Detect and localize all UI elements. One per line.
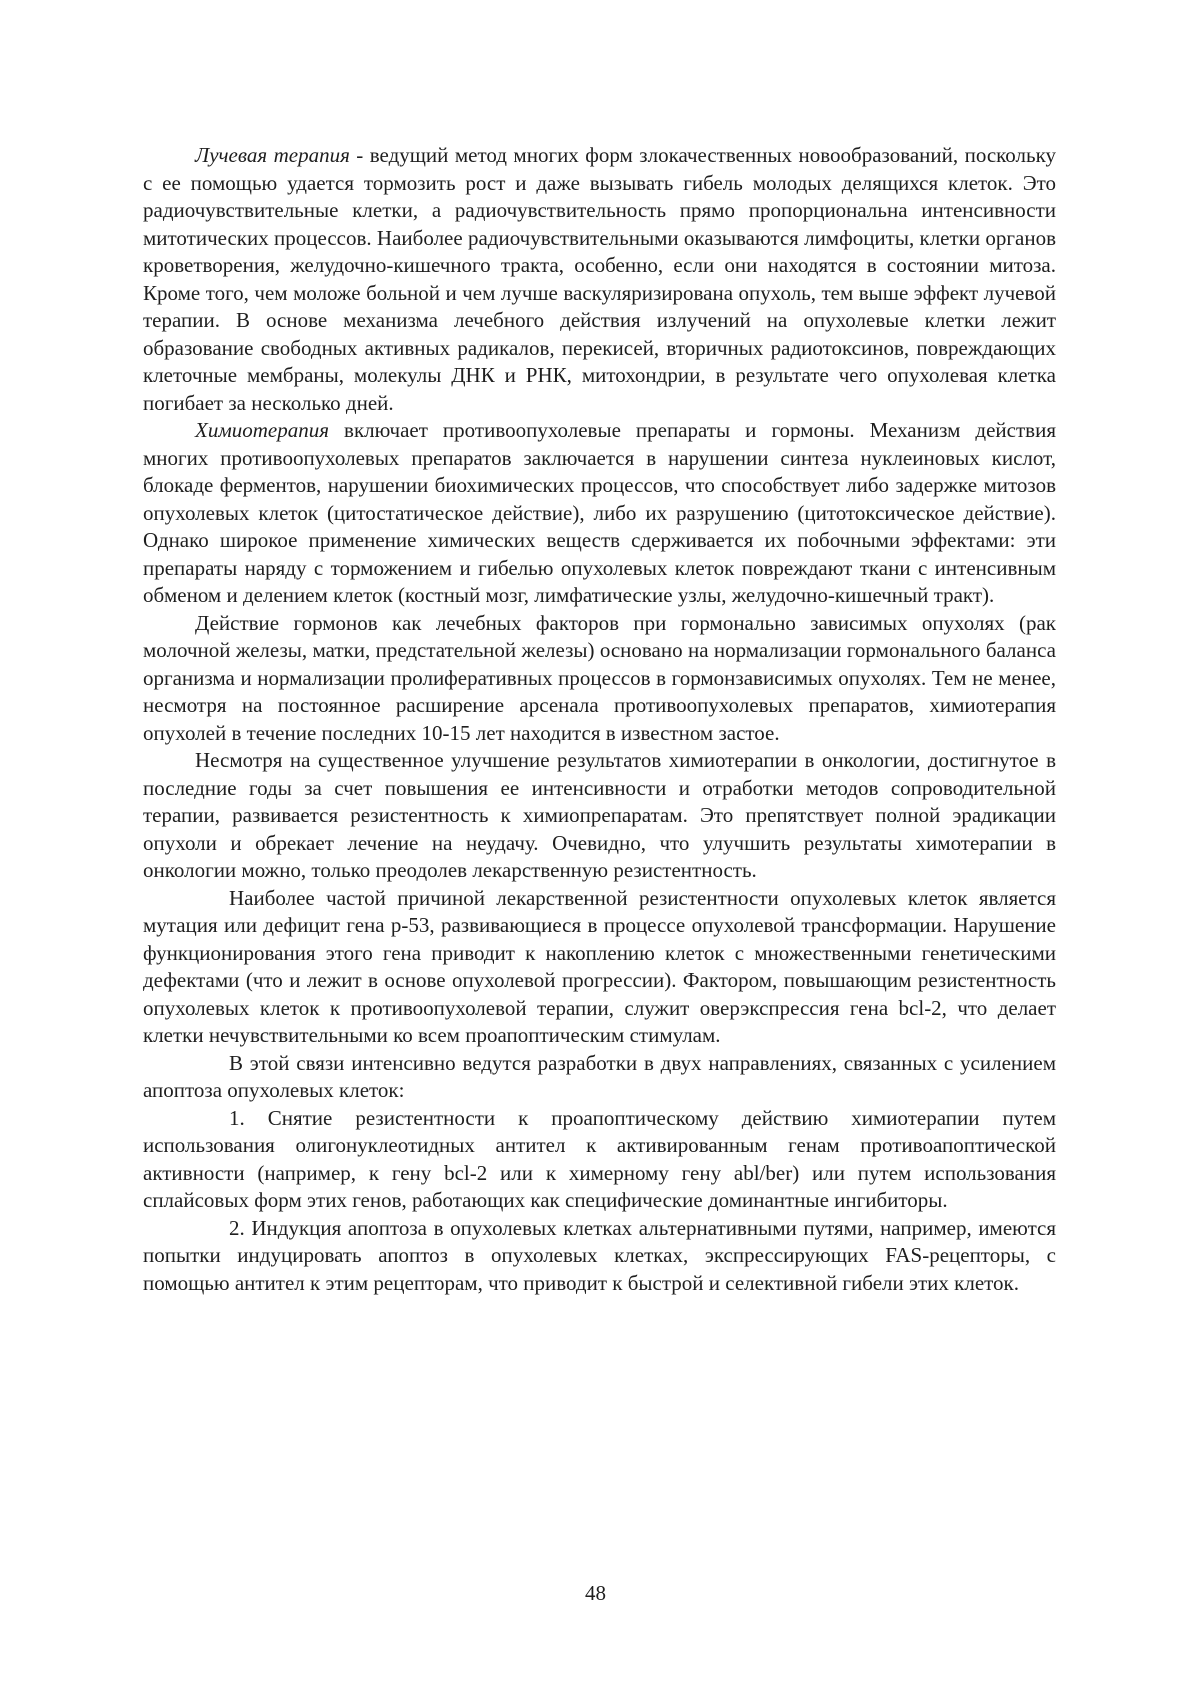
paragraph-hormones <box>143 610 1056 748</box>
paragraph-resistance <box>143 747 1056 885</box>
paragraph-p53 <box>143 885 1056 1050</box>
term-radiation-therapy: Лучевая терапия <box>195 143 350 167</box>
paragraph-text: Действие гормонов как лечебных факторов при гормонально зависимых опухолях (рак молочной железы, матки, предстательной железы) основано на нормализации гормонального баланса организма и нормализации пролиферативных процессов в гормонзависимых опухолях. Тем не менее, несмотря на постоянное расширение арсенала противоопухолевых препаратов, химиотерапия опухолей в течение последних 10-15 лет находится в известном застое. <box>143 610 1056 745</box>
paragraph-text: включает противоопухолевые препараты и гормоны. Механизм действия многих противоопухолевых препаратов заключается в нарушении синтеза нуклеиновых кислот, блокаде ферментов, нарушении биохимических процессов, что способствует либо задержке митозов опухолевых клеток (цитостатическое действие), либо их разрушению (цитотоксическое действие). Однако широкое применение химических веществ сдерживается их побочными эффектами: эти препараты наряду с торможением и гибелью опухолевых клеток повреждают ткани с интенсивным обменом и делением клеток (костный мозг, лимфатические узлы, желудочно-кишечный тракт). <box>143 418 1056 607</box>
paragraph-text: Наиболее частой причиной лекарственной резистентности опухолевых клеток является мутация или дефицит гена р-53, развивающиеся в процессе опухолевой трансформации. Нарушение функционирования этого гена приводит к накоплению клеток с множественными генетическими дефектами (что и лежит в основе опухолевой прогрессии). Фактором, повышающим резистентность опухолевых клеток к противоопухолевой терапии, служит оверэкспрессия гена bcl-2, что делает клетки нечувствительными ко всем проапоптическим стимулам. <box>143 885 1056 1047</box>
paragraph-text: 2. Индукция апоптоза в опухолевых клетках альтернативными путями, например, имеются попытки индуцировать апоптоз в опухолевых клетках, экспрессирующих FAS-рецепторы, с помощью антител к этим рецепторам, что приводит к быстрой и селективной гибели этих клеток. <box>143 1215 1056 1295</box>
page-number: 48 <box>585 1581 606 1605</box>
paragraph-text: В этой связи интенсивно ведутся разработки в двух направлениях, связанных с усилением апоптоза опухолевых клеток: <box>143 1050 1056 1102</box>
body-text <box>143 142 1056 1297</box>
paragraph-text: - ведущий метод многих форм злокачественных новообразований, поскольку с ее помощью удается тормозить рост и даже вызывать гибель молодых делящихся клеток. Это радиочувствительные клетки, а радиочувствительность прямо пропорциональна интенсивности митотических процессов. Наиболее радиочувствительными оказываются лимфоциты, клетки органов кроветворения, желудочно-кишечного тракта, особенно, если они находятся в состоянии митоза. Кроме того, чем моложе больной и чем лучше васкуляризирована опухоль, тем выше эффект лучевой терапии. В основе механизма лечебного действия излучений на опухолевые клетки лежит образование свободных активных радикалов, перекисей, вторичных радиотоксинов, повреждающих клеточные мембраны, молекулы ДНК и РНК, митохондрии, в результате чего опухолевая клетка погибает за несколько дней. <box>143 143 1056 415</box>
paragraph-radiation-therapy <box>143 142 1056 417</box>
list-item-1 <box>143 1105 1056 1215</box>
list-item-2 <box>143 1215 1056 1298</box>
paragraph-research-directions <box>143 1050 1056 1105</box>
paragraph-chemotherapy <box>143 417 1056 610</box>
paragraph-text: 1. Снятие резистентности к проапоптическому действию химиотерапии путем использования олигонуклеотидных антител к активированным генам противоапоптической активности (например, к гену bcl-2 или к химерному гену abl/ber) или путем использования сплайсовых форм этих генов, работающих как специфические доминантные ингибиторы. <box>143 1105 1056 1212</box>
term-chemotherapy: Химиотерапия <box>195 418 329 442</box>
paragraph-text: Несмотря на существенное улучшение результатов химиотерапии в онкологии, достигнутое в последние годы за счет повышения ее интенсивности и отработки методов сопроводительной терапии, развивается резистентность к химиопрепаратам. Это препятствует полной эрадикации опухоли и обрекает лечение на неудачу. Очевидно, что улучшить результаты химотерапии в онкологии можно, только преодолев лекарственную резистентность. <box>143 748 1056 882</box>
